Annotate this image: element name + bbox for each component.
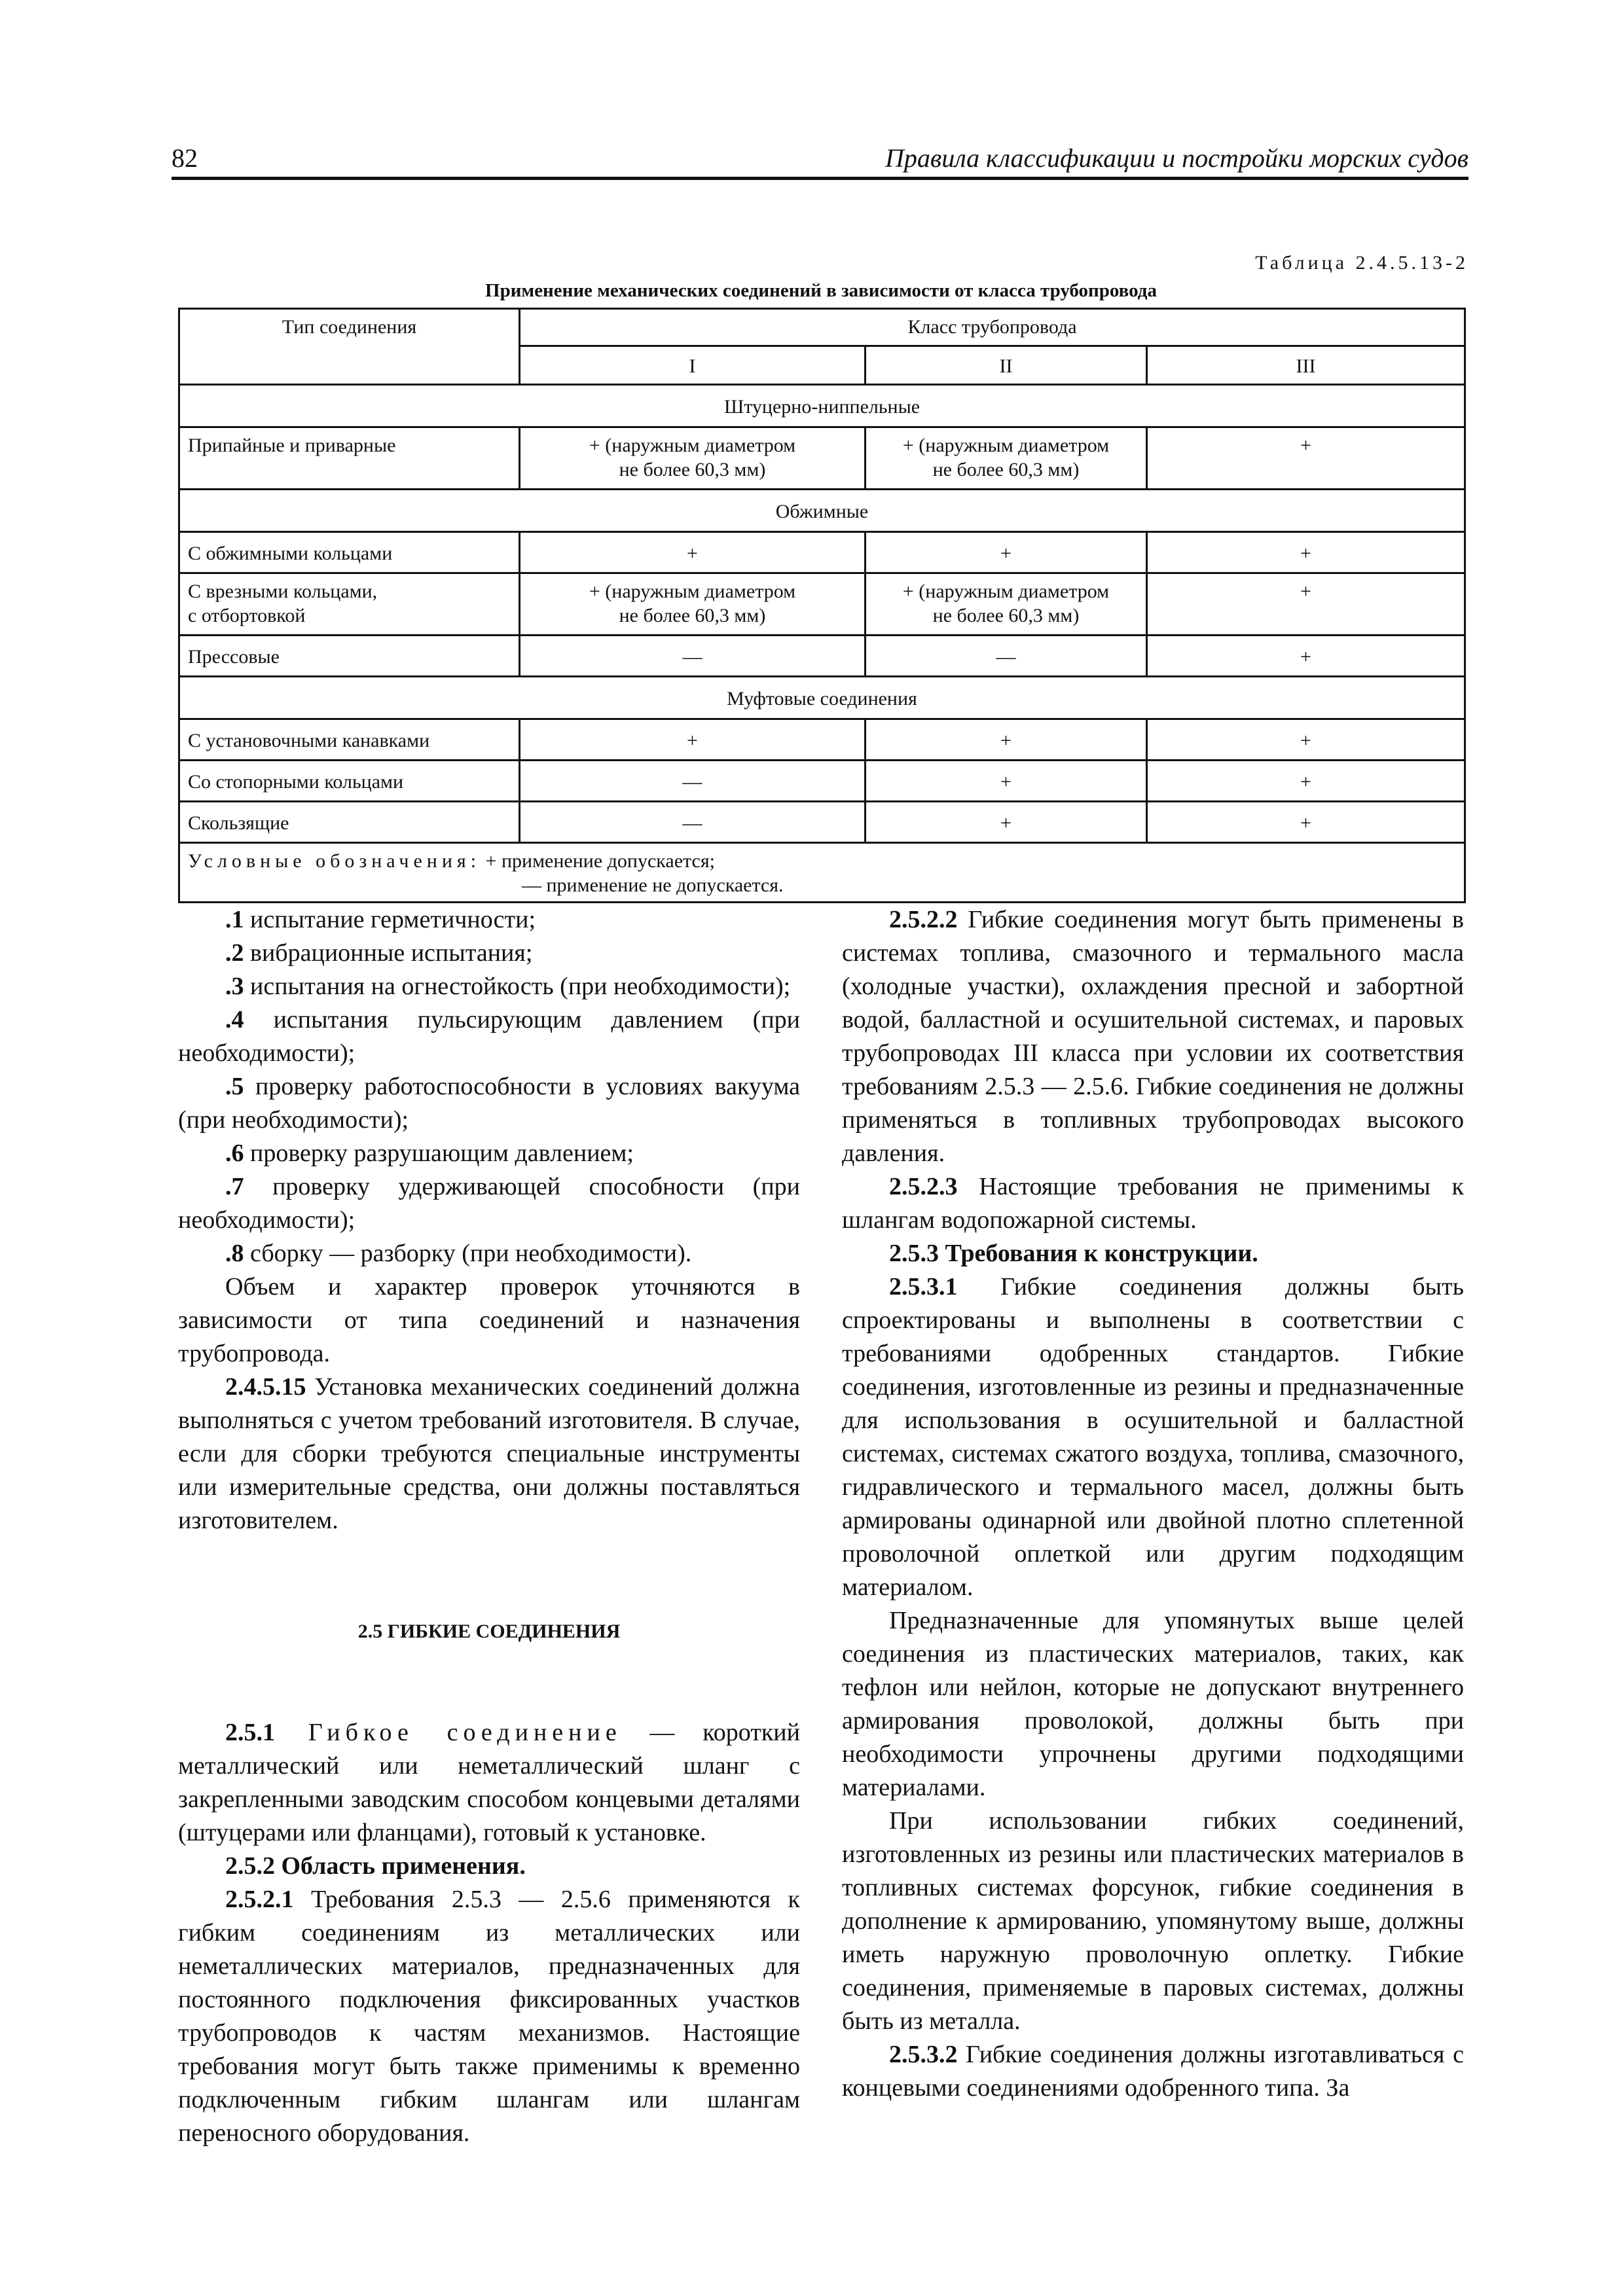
cell-class-3: + — [1147, 427, 1465, 490]
paragraph-2-5-3-2: 2.5.3.2 Гибкие соединения должны изготавливаться с концевыми соединениями одобренного типа. За — [842, 2041, 1464, 2102]
table-row — [179, 719, 1465, 761]
paragraph: Предназначенные для упомянутых выше целей соединения из пластических материалов, таких, как тефлон или нейлон, которые не допускают внутреннего армирования проволокой, должны быть при необходимости упрочнены другими подходящими материалами. — [842, 1607, 1464, 1801]
paragraph-2-5-3-1: 2.5.3.1 Гибкие соединения должны быть спроектированы и выполнены в соответствии с требованиями одобренных стандартов. Гибкие соединения, изготовленные из резины и предназначенные для использования в осушительной и балластной системах, системах сжатого воздуха, топлива, смазочного, гидравлического и термального масел, должны быть армированы одинарной или двойной плотно сплетенной проволочной оплеткой или другим подходящим материалом. — [842, 1273, 1464, 1601]
table-row — [179, 761, 1465, 802]
cell-class-2: + — [866, 761, 1147, 802]
header-connection-type: Тип соединения — [179, 309, 520, 385]
row-name: Прессовые — [179, 636, 520, 677]
list-item: .4 испытания пульсирующим давлением (при необходимости); — [178, 1006, 800, 1067]
cell-class-3: + — [1147, 573, 1465, 636]
list-item: .1 испытание герметичности; — [225, 906, 536, 933]
row-name: Припайные и приварные — [179, 427, 520, 490]
table-row — [179, 573, 1465, 636]
cell-class-2: + — [866, 532, 1147, 573]
table-row — [179, 802, 1465, 843]
row-name: С установочными канавками — [179, 719, 520, 761]
page-number: 82 — [172, 143, 198, 173]
row-name: С обжимными кольцами — [179, 532, 520, 573]
group-heading: Штуцерно-ниппельные — [179, 385, 1465, 427]
cell-class-3: + — [1147, 719, 1465, 761]
legend-not-allowed: — применение не допускается. — [522, 874, 784, 896]
group-heading: Обжимные — [179, 490, 1465, 532]
cell-class-2: — — [866, 636, 1147, 677]
cell-class-3: + — [1147, 532, 1465, 573]
section-title: 2.5 ГИБКИЕ СОЕДИНЕНИЯ — [357, 1621, 621, 1642]
list-item: .8 сборку — разборку (при необходимости). — [225, 1240, 692, 1267]
header-class-2: II — [866, 346, 1147, 385]
cell-class-1: + — [520, 719, 866, 761]
paragraph-2-4-5-15: 2.4.5.15 Установка механических соединений должна выполняться с учетом требований изготовителя. В случае, если для сборки требуются специальные инструменты или измерительные средства, они должны поставляться изготовителем. — [178, 1373, 800, 1534]
row-name: Со стопорными кольцами — [179, 761, 520, 802]
group-heading: Муфтовые соединения — [179, 677, 1465, 719]
connections-table — [178, 308, 1466, 903]
paragraph: При использовании гибких соединений, изготовленных из резины или пластических материалов в топливных системах форсунок, гибкие соединения в дополнение к армированию, упомянутому выше, должны иметь наружную проволочную оплетку. Гибкие соединения, применяемые в паровых системах, должны быть из металла. — [842, 1807, 1464, 2035]
subheading-2-5-3: 2.5.3 Требования к конструкции. — [889, 1240, 1258, 1267]
cell-class-3: + — [1147, 802, 1465, 843]
cell-class-1: + (наружным диаметром не более 60,3 мм) — [520, 427, 866, 490]
right-column — [842, 903, 1464, 2105]
list-item: .6 проверку разрушающим давлением; — [225, 1139, 634, 1167]
running-title: Правила классификации и постройки морских судов — [884, 143, 1468, 173]
cell-class-2: + (наружным диаметром не более 60,3 мм) — [866, 573, 1147, 636]
cell-class-2: + (наружным диаметром не более 60,3 мм) — [866, 427, 1147, 490]
table-row — [179, 532, 1465, 573]
cell-class-1: + (наружным диаметром не более 60,3 мм) — [520, 573, 866, 636]
header-rule — [172, 177, 1468, 180]
table-row — [179, 636, 1465, 677]
cell-class-1: — — [520, 761, 866, 802]
paragraph-2-5-2-1: 2.5.2.1 Требования 2.5.3 — 2.5.6 применяются к гибким соединениям из металлических или неметаллических материалов, предназначенных для постоянного подключения фиксированных участков трубопроводов к частям механизмов. Настоящие требования могут быть также применимы к временно подключенным гибким шлангам или шлангам переносного оборудования. — [178, 1886, 800, 2147]
table-row — [179, 427, 1465, 490]
legend-allowed: + применение допускается; — [485, 850, 715, 872]
cell-class-1: + — [520, 532, 866, 573]
paragraph-2-5-2-2: 2.5.2.2 Гибкие соединения могут быть применены в системах топлива, смазочного и термального масла (холодные участки), охлаждения пресной и забортной водой, балластной и осушительной системах, и паровых трубопроводах III класса при условии их соответствия требованиям 2.5.3 — 2.5.6. Гибкие соединения не должны применяться в топливных трубопроводах высокого давления. — [842, 906, 1464, 1167]
cell-class-1: — — [520, 636, 866, 677]
header-class-3: III — [1147, 346, 1465, 385]
cell-class-1: — — [520, 802, 866, 843]
table-title: Применение механических соединений в зависимости от класса трубопровода — [485, 280, 1157, 301]
list-item: .5 проверку работоспособности в условиях вакуума (при необходимости); — [178, 1073, 800, 1134]
cell-class-3: + — [1147, 636, 1465, 677]
row-name: Скользящие — [179, 802, 520, 843]
cell-class-2: + — [866, 802, 1147, 843]
subheading-2-5-2: 2.5.2 Область применения. — [225, 1852, 526, 1880]
paragraph: Объем и характер проверок уточняются в зависимости от типа соединений и назначения трубопровода. — [178, 1273, 800, 1367]
paragraph-2-5-2-3: 2.5.2.3 Настоящие требования не применимы к шлангам водопожарной системы. — [842, 1173, 1464, 1234]
list-item: .7 проверку удерживающей способности (при необходимости); — [178, 1173, 800, 1234]
list-item: .3 испытания на огнестойкость (при необходимости); — [225, 973, 791, 1000]
legend-label: Условные обозначения: — [188, 850, 481, 872]
paragraph-2-5-1: 2.5.1 Гибкое соединение — короткий металлический или неметаллический шланг с закрепленными заводским способом концевыми деталями (штуцерами или фланцами), готовый к установке. — [178, 1719, 800, 1846]
row-name: С врезными кольцами, с отбортовкой — [179, 573, 520, 636]
table-number: Таблица 2.4.5.13-2 — [1255, 252, 1468, 274]
cell-class-2: + — [866, 719, 1147, 761]
list-item: .2 вибрационные испытания; — [225, 939, 533, 967]
table-legend — [179, 843, 1465, 903]
cell-class-3: + — [1147, 761, 1465, 802]
header-class-1: I — [520, 346, 866, 385]
left-column — [178, 903, 800, 2150]
header-pipe-class: Класс трубопровода — [520, 309, 1465, 346]
